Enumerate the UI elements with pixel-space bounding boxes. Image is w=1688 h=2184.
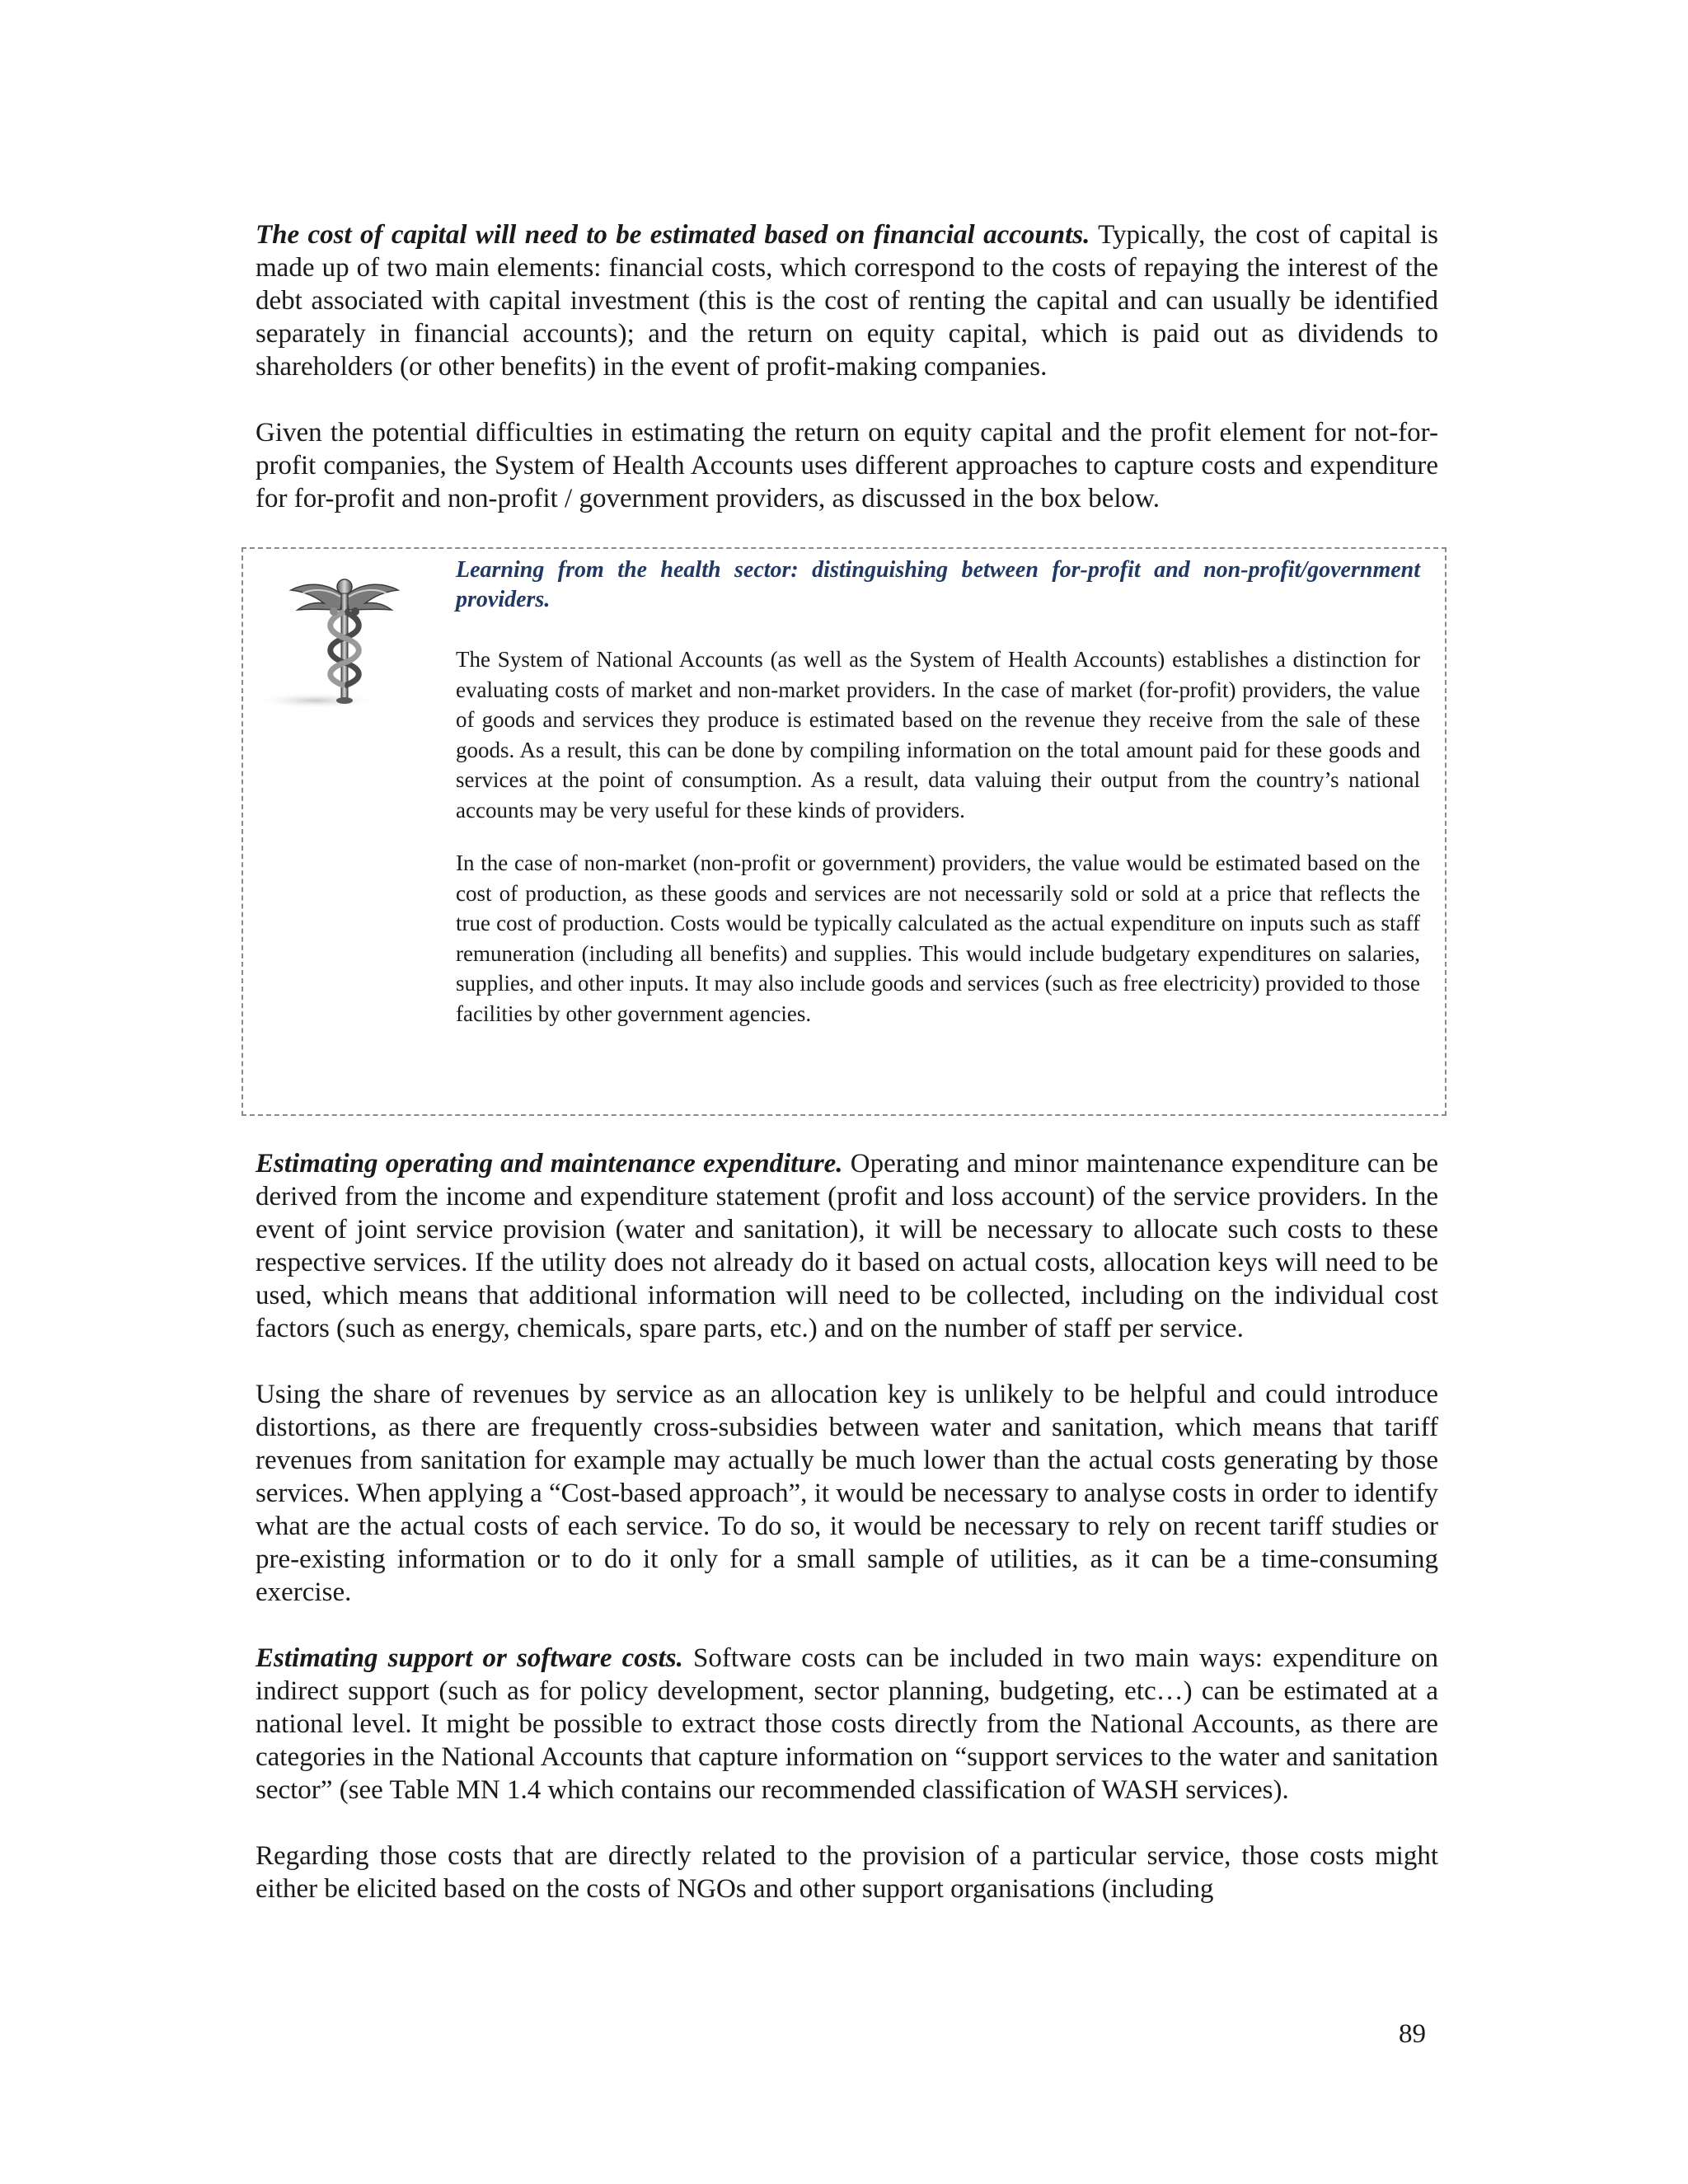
text-cost-of-capital: Typically, the cost of capital is made up of two main elements: financial costs, which correspond to the costs of repaying the interest of the debt associated with capital investment (this is the cost of renting the capital and can usually be identified separately in financial accounts); and the return on equity capital, which is paid out as dividends to shareholders (or other benefits) in the event of profit-making companies. [256,220,1438,382]
learning-box-title: Learning from the health sector: distinguishing between for-profit and non-profit/government providers. [456,557,1420,612]
lead-operating-maintenance: Estimating operating and maintenance expenditure. [256,1149,843,1179]
text-support-costs: Software costs can be included in two main ways: expenditure on indirect support (such as for policy development, sector planning, budgeting, etc…) can be estimated at a national level. It might be possible to extract those costs directly from the National Accounts, as there are categories in the National Accounts that capture information on “support services to the water and sanitation sector” (see Table MN 1.4 which contains our recommended classification of WASH services). [256,1643,1438,1805]
learning-box-paragraph-market: The System of National Accounts (as well as the System of Health Accounts) establishes a distinction for evaluating costs of market and non-market providers. In the case of market (for-profit) providers, the value of goods and services they produce is estimated based on the revenue they receive from the sale of these goods. As a result, this can be done by compiling information on the total amount paid for these goods and services at the point of consumption. As a result, data valuing their output from the country’s national accounts may be very useful for these kinds of providers. [456,647,1420,823]
lead-cost-of-capital: The cost of capital will need to be estimated based on financial accounts. [256,220,1090,250]
learning-box-paragraph-non-market: In the case of non-market (non-profit or government) providers, the value would be estimated based on the cost of production, as these goods and services are not necessarily sold or sold at a price that reflects the true cost of production. Costs would be typically calculated as the actual expenditure on inputs such as staff remuneration (including all benefits) and supplies. This would include budgetary expenditures on salaries, supplies, and other inputs. It may also include goods and services (such as free electricity) provided to those facilities by other government agencies. [456,851,1420,1026]
learning-box [241,547,1447,1116]
paragraph-operating-maintenance [256,1147,1438,1345]
paragraph-allocation-key: Using the share of revenues by service as an allocation key is unlikely to be helpful and could introduce distortions, as there are frequently cross-subsidies between water and sanitation, which means that tariff revenues from sanitation for example may actually be much lower than the actual costs generating by those services. When applying a “Cost-based approach”, it would be necessary to analyse costs in order to identify what are the actual costs of each service. To do so, it would be necessary to rely on recent tariff studies or pre-existing information or to do it only for a small sample of utilities, as it can be a time-consuming exercise. [256,1380,1438,1607]
text-operating-maintenance: Operating and minor maintenance expenditure can be derived from the income and expenditure statement (profit and loss account) of the service providers. In the event of joint service provision (water and sanitation), it will be necessary to allocate such costs to these respective services. If the utility does not already do it based on actual costs, allocation keys will need to be used, which means that additional information will need to be collected, including on the individual cost factors (such as energy, chemicals, spare parts, etc.) and on the number of staff per service. [256,1149,1438,1343]
caduceus-icon [258,562,427,719]
paragraph-support-costs [256,1642,1438,1807]
lead-support-costs: Estimating support or software costs. [256,1643,683,1673]
main-section [256,1147,1438,1905]
page-number: 89 [1399,2019,1426,2049]
paragraph-return-on-equity: Given the potential difficulties in estimating the return on equity capital and the profit element for not-for-profit companies, the System of Health Accounts uses different approaches to capture costs and expenditure for for-profit and non-profit / government providers, as discussed in the box below. [256,418,1438,513]
learning-box-content [456,555,1420,1029]
paragraph-direct-costs: Regarding those costs that are directly related to the provision of a particular service, those costs might either be elicited based on the costs of NGOs and other support organisations (including [256,1841,1438,1904]
paragraph-cost-of-capital [256,218,1438,383]
intro-section [256,218,1438,515]
